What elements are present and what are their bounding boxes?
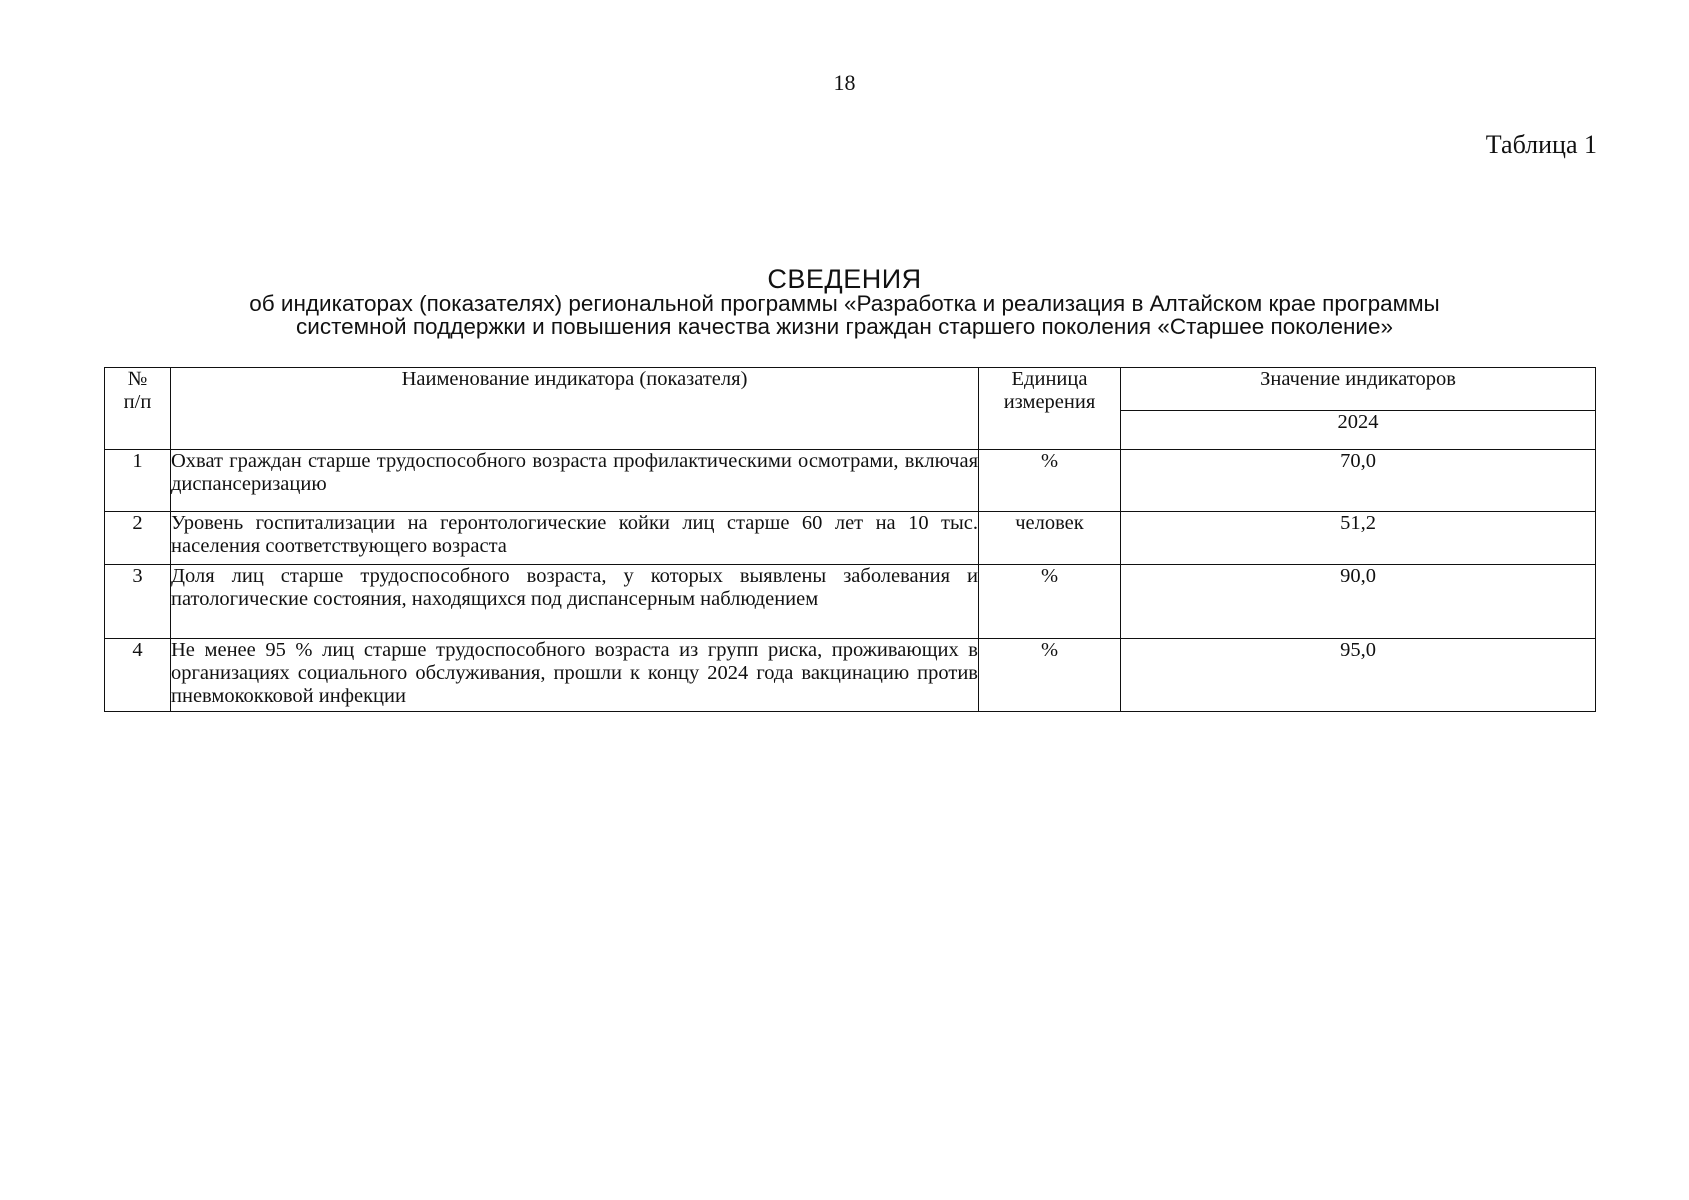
table-row <box>105 565 1596 639</box>
row-value: 95,0 <box>1121 639 1596 712</box>
header-num-label: № п/п <box>123 368 152 413</box>
row-unit: % <box>979 450 1121 512</box>
row-unit: % <box>979 639 1121 712</box>
row-value: 70,0 <box>1121 450 1596 512</box>
table-label: Таблица 1 <box>1485 130 1597 159</box>
row-num: 4 <box>105 639 171 712</box>
row-unit: % <box>979 565 1121 639</box>
indicators-table <box>104 367 1596 712</box>
table-body <box>105 450 1596 712</box>
row-value: 51,2 <box>1121 512 1596 565</box>
row-unit: человек <box>979 512 1121 565</box>
heading-subtitle-line-1: об индикаторах (показателях) региональной программы «Разработка и реализация в Алтайском крае программы <box>249 291 1440 316</box>
heading-subtitle-line-2: системной поддержки и повышения качества жизни граждан старшего поколения «Старшее поколение» <box>296 314 1393 339</box>
table-header <box>105 368 1596 450</box>
table-row <box>105 512 1596 565</box>
row-indicator-name: Уровень госпитализации на геронтологические койки лиц старше 60 лет на 10 тыс. населения соответствующего возраста <box>171 512 979 565</box>
table-row <box>105 639 1596 712</box>
header-unit: Единица измерения <box>979 368 1121 450</box>
heading-title: СВЕДЕНИЯ <box>767 264 922 294</box>
row-indicator-name: Не менее 95 % лиц старше трудоспособного возраста из групп риска, проживающих в организациях социального обслуживания, прошли к концу 2024 года вакцинацию против пневмококковой инфекции <box>171 639 979 712</box>
header-name: Наименование индикатора (показателя) <box>171 368 979 450</box>
header-value-group: Значение индикаторов <box>1121 368 1596 411</box>
row-indicator-name: Охват граждан старше трудоспособного возраста профилактическими осмотрами, включая диспансеризацию <box>171 450 979 512</box>
table-row <box>105 450 1596 512</box>
row-indicator-name: Доля лиц старше трудоспособного возраста, у которых выявлены заболевания и патологические состояния, находящихся под диспансерным наблюдением <box>171 565 979 639</box>
row-value: 90,0 <box>1121 565 1596 639</box>
row-num: 1 <box>105 450 171 512</box>
row-num: 3 <box>105 565 171 639</box>
header-num <box>105 368 171 450</box>
header-year: 2024 <box>1121 411 1596 450</box>
document-heading <box>0 266 1689 338</box>
page-number: 18 <box>833 70 856 95</box>
row-num: 2 <box>105 512 171 565</box>
